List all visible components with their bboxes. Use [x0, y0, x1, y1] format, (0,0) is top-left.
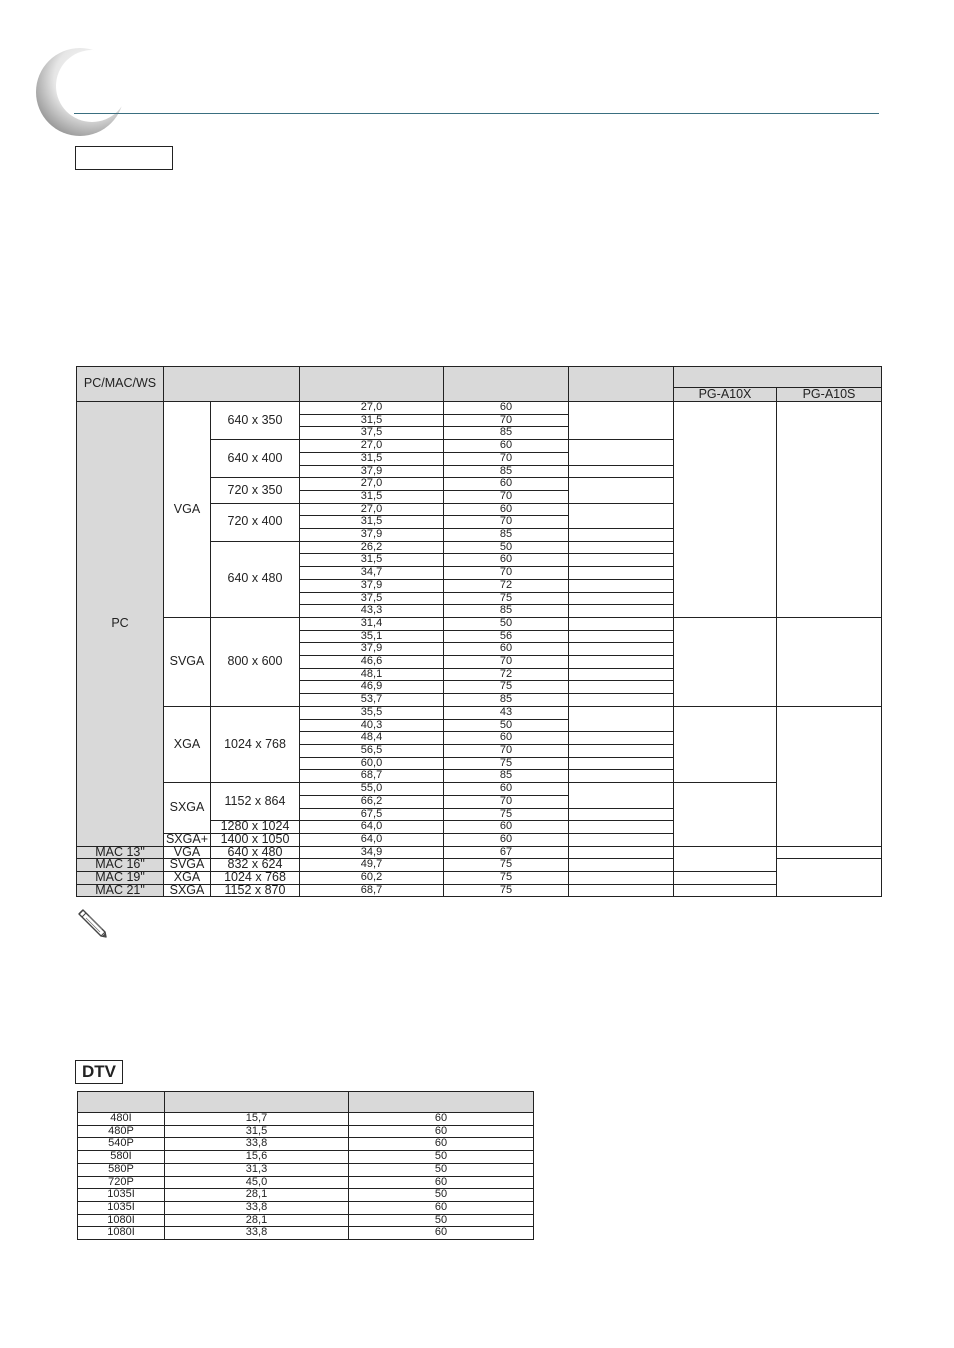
vfreq-cell: 85 — [444, 694, 569, 707]
category-cell: MAC 13" — [77, 846, 164, 859]
vfreq-cell: 72 — [444, 579, 569, 592]
vfreq-cell: 75 — [444, 872, 569, 885]
table-row — [78, 1201, 534, 1214]
resolution-cell: 640 x 350 — [211, 402, 300, 440]
vfreq-cell: 70 — [444, 452, 569, 465]
dtv-hfreq-cell: 15,6 — [165, 1151, 349, 1164]
vfreq-cell: 50 — [444, 541, 569, 554]
vfreq-cell: 70 — [444, 490, 569, 503]
hfreq-cell: 27,0 — [300, 503, 444, 516]
dtv-vfreq-cell: 60 — [349, 1176, 534, 1189]
vesa-cell — [569, 706, 674, 731]
vfreq-cell: 50 — [444, 617, 569, 630]
hfreq-cell: 60,2 — [300, 872, 444, 885]
table-row — [77, 402, 882, 415]
vfreq-cell: 60 — [444, 732, 569, 745]
table-row — [78, 1113, 534, 1126]
table-row — [77, 617, 882, 630]
dtv-format-cell: 480P — [78, 1125, 165, 1138]
dtv-label: DTV — [75, 1060, 123, 1084]
model-1-cell — [674, 872, 777, 885]
vfreq-cell: 70 — [444, 414, 569, 427]
dtv-format-cell: 1035I — [78, 1201, 165, 1214]
category-cell: MAC 16" — [77, 859, 164, 872]
vfreq-cell: 56 — [444, 630, 569, 643]
hfreq-cell: 31,5 — [300, 490, 444, 503]
vfreq-cell: 60 — [444, 478, 569, 491]
hfreq-cell: 67,5 — [300, 808, 444, 821]
table-row — [78, 1163, 534, 1176]
vfreq-cell: 60 — [444, 833, 569, 846]
vesa-cell — [569, 833, 674, 846]
dtv-vfreq-cell: 60 — [349, 1201, 534, 1214]
vfreq-cell: 60 — [444, 503, 569, 516]
hfreq-cell: 55,0 — [300, 783, 444, 796]
dtv-hfreq-cell: 33,8 — [165, 1138, 349, 1151]
vesa-cell — [569, 656, 674, 669]
table-row — [78, 1189, 534, 1202]
model-2-cell — [777, 402, 882, 618]
model-2-cell — [777, 846, 882, 859]
vesa-cell — [569, 478, 674, 503]
vesa-cell — [569, 605, 674, 618]
hfreq-cell: 60,0 — [300, 757, 444, 770]
vesa-cell — [569, 643, 674, 656]
hfreq-cell: 48,4 — [300, 732, 444, 745]
table-row — [78, 1176, 534, 1189]
model-2-cell — [777, 617, 882, 706]
mode-cell: SVGA — [164, 617, 211, 706]
vfreq-cell: 72 — [444, 668, 569, 681]
vesa-cell — [569, 821, 674, 834]
vesa-cell — [569, 770, 674, 783]
header-rule — [74, 113, 879, 114]
category-cell: MAC 21" — [77, 884, 164, 897]
hfreq-cell: 68,7 — [300, 770, 444, 783]
dtv-format-cell: 480I — [78, 1113, 165, 1126]
resolution-cell: 720 x 350 — [211, 478, 300, 503]
hfreq-cell: 37,9 — [300, 465, 444, 478]
dtv-hfreq-cell: 33,8 — [165, 1201, 349, 1214]
vfreq-cell: 70 — [444, 516, 569, 529]
hfreq-cell: 43,3 — [300, 605, 444, 618]
dtv-header-hfreq — [165, 1092, 349, 1113]
vesa-cell — [569, 846, 674, 859]
vesa-cell — [569, 884, 674, 897]
header-vertical-frequency — [444, 367, 569, 402]
dtv-format-cell: 1035I — [78, 1189, 165, 1202]
header-horizontal-frequency — [300, 367, 444, 402]
dtv-header-format — [78, 1092, 165, 1113]
dtv-hfreq-cell: 31,3 — [165, 1163, 349, 1176]
hfreq-cell: 34,9 — [300, 846, 444, 859]
vesa-cell — [569, 732, 674, 745]
dtv-format-cell: 720P — [78, 1176, 165, 1189]
hfreq-cell: 31,4 — [300, 617, 444, 630]
model-1-cell — [674, 884, 777, 897]
resolution-cell: 1152 x 864 — [211, 783, 300, 821]
hfreq-cell: 31,5 — [300, 554, 444, 567]
hfreq-cell: 31,5 — [300, 452, 444, 465]
hfreq-cell: 35,1 — [300, 630, 444, 643]
mode-cell: SXGA — [164, 884, 211, 897]
dtv-vfreq-cell: 50 — [349, 1151, 534, 1164]
dtv-hfreq-cell: 31,5 — [165, 1125, 349, 1138]
model-1-cell — [674, 617, 777, 706]
dtv-format-cell: 580P — [78, 1163, 165, 1176]
vfreq-cell: 75 — [444, 592, 569, 605]
hfreq-cell: 66,2 — [300, 795, 444, 808]
mode-cell: VGA — [164, 846, 211, 859]
dtv-hfreq-cell: 28,1 — [165, 1214, 349, 1227]
vfreq-cell: 60 — [444, 402, 569, 415]
vfreq-cell: 50 — [444, 719, 569, 732]
hfreq-cell: 68,7 — [300, 884, 444, 897]
vfreq-cell: 85 — [444, 465, 569, 478]
pc-mac-signal-table — [76, 366, 882, 897]
dtv-vfreq-cell: 60 — [349, 1125, 534, 1138]
resolution-cell: 832 x 624 — [211, 859, 300, 872]
mode-cell: XGA — [164, 872, 211, 885]
vesa-cell — [569, 617, 674, 630]
hfreq-cell: 46,6 — [300, 656, 444, 669]
dtv-format-cell: 580I — [78, 1151, 165, 1164]
vfreq-cell: 75 — [444, 808, 569, 821]
header-display — [674, 367, 882, 388]
hfreq-cell: 56,5 — [300, 744, 444, 757]
mode-cell: SVGA — [164, 859, 211, 872]
hfreq-cell: 49,7 — [300, 859, 444, 872]
category-cell: PC — [77, 402, 164, 847]
vesa-cell — [569, 630, 674, 643]
header-model-1: PG-A10X — [674, 388, 777, 402]
table-row — [77, 884, 882, 897]
hfreq-cell: 37,5 — [300, 427, 444, 440]
vfreq-cell: 43 — [444, 706, 569, 719]
vfreq-cell: 70 — [444, 656, 569, 669]
dtv-header-vfreq — [349, 1092, 534, 1113]
dtv-vfreq-cell: 60 — [349, 1227, 534, 1240]
mode-cell: XGA — [164, 706, 211, 782]
vesa-cell — [569, 592, 674, 605]
hfreq-cell: 48,1 — [300, 668, 444, 681]
vesa-cell — [569, 744, 674, 757]
vesa-cell — [569, 681, 674, 694]
hfreq-cell: 31,5 — [300, 414, 444, 427]
vesa-cell — [569, 783, 674, 808]
vesa-cell — [569, 541, 674, 554]
vesa-cell — [569, 694, 674, 707]
vfreq-cell: 75 — [444, 884, 569, 897]
header-model-2: PG-A10S — [777, 388, 882, 402]
hfreq-cell: 37,9 — [300, 529, 444, 542]
model-1-cell — [674, 706, 777, 782]
resolution-cell: 1024 x 768 — [211, 706, 300, 782]
vfreq-cell: 60 — [444, 783, 569, 796]
vfreq-cell: 60 — [444, 643, 569, 656]
vesa-cell — [569, 872, 674, 885]
vesa-cell — [569, 859, 674, 872]
header-vesa — [569, 367, 674, 402]
resolution-cell: 1152 x 870 — [211, 884, 300, 897]
vesa-cell — [569, 757, 674, 770]
table-row — [77, 706, 882, 719]
model-1-cell — [674, 783, 777, 847]
vesa-cell — [569, 465, 674, 478]
vesa-cell — [569, 554, 674, 567]
vfreq-cell: 85 — [444, 605, 569, 618]
dtv-vfreq-cell: 50 — [349, 1189, 534, 1202]
table-row — [77, 783, 882, 796]
dtv-signal-table — [77, 1091, 534, 1240]
hfreq-cell: 53,7 — [300, 694, 444, 707]
hfreq-cell: 27,0 — [300, 478, 444, 491]
section-label-box — [75, 146, 173, 170]
hfreq-cell: 64,0 — [300, 833, 444, 846]
hfreq-cell: 37,9 — [300, 579, 444, 592]
table-row — [78, 1138, 534, 1151]
vesa-cell — [569, 529, 674, 542]
dtv-vfreq-cell: 60 — [349, 1113, 534, 1126]
hfreq-cell: 35,5 — [300, 706, 444, 719]
header-category: PC/MAC/WS — [77, 367, 164, 402]
vfreq-cell: 60 — [444, 440, 569, 453]
vfreq-cell: 70 — [444, 567, 569, 580]
model-2-cell — [777, 706, 882, 846]
vfreq-cell: 75 — [444, 859, 569, 872]
resolution-cell: 800 x 600 — [211, 617, 300, 706]
vesa-cell — [569, 567, 674, 580]
vfreq-cell: 85 — [444, 529, 569, 542]
mode-cell: VGA — [164, 402, 211, 618]
hfreq-cell: 27,0 — [300, 440, 444, 453]
dtv-vfreq-cell: 50 — [349, 1163, 534, 1176]
vfreq-cell: 85 — [444, 770, 569, 783]
model-2-cell — [777, 859, 882, 897]
hfreq-cell: 37,9 — [300, 643, 444, 656]
hfreq-cell: 26,2 — [300, 541, 444, 554]
resolution-cell: 1280 x 1024 — [211, 821, 300, 834]
model-1-cell — [674, 846, 777, 871]
mode-cell: SXGA — [164, 783, 211, 834]
resolution-cell: 640 x 480 — [211, 541, 300, 617]
hfreq-cell: 46,9 — [300, 681, 444, 694]
vesa-cell — [569, 440, 674, 465]
hfreq-cell: 37,5 — [300, 592, 444, 605]
resolution-cell: 640 x 400 — [211, 440, 300, 478]
vfreq-cell: 60 — [444, 821, 569, 834]
vesa-cell — [569, 402, 674, 440]
hfreq-cell: 34,7 — [300, 567, 444, 580]
category-cell: MAC 19" — [77, 872, 164, 885]
table-row — [77, 872, 882, 885]
header-resolution — [164, 367, 300, 402]
dtv-vfreq-cell: 60 — [349, 1138, 534, 1151]
hfreq-cell: 27,0 — [300, 402, 444, 415]
vfreq-cell: 75 — [444, 681, 569, 694]
dtv-format-cell: 1080I — [78, 1227, 165, 1240]
dtv-hfreq-cell: 45,0 — [165, 1176, 349, 1189]
dtv-hfreq-cell: 15,7 — [165, 1113, 349, 1126]
vesa-cell — [569, 668, 674, 681]
note-pencil-icon — [76, 908, 114, 938]
table-row — [78, 1125, 534, 1138]
table-row — [78, 1214, 534, 1227]
chapter-circle-graphic — [34, 46, 126, 138]
dtv-hfreq-cell: 28,1 — [165, 1189, 349, 1202]
vfreq-cell: 75 — [444, 757, 569, 770]
vesa-cell — [569, 808, 674, 821]
dtv-vfreq-cell: 50 — [349, 1214, 534, 1227]
hfreq-cell: 40,3 — [300, 719, 444, 732]
resolution-cell: 1024 x 768 — [211, 872, 300, 885]
table-row — [78, 1227, 534, 1240]
vfreq-cell: 70 — [444, 795, 569, 808]
vfreq-cell: 85 — [444, 427, 569, 440]
dtv-format-cell: 1080I — [78, 1214, 165, 1227]
resolution-cell: 640 x 480 — [211, 846, 300, 859]
hfreq-cell: 31,5 — [300, 516, 444, 529]
resolution-cell: 1400 x 1050 — [211, 833, 300, 846]
hfreq-cell: 64,0 — [300, 821, 444, 834]
vfreq-cell: 70 — [444, 744, 569, 757]
vesa-cell — [569, 503, 674, 528]
vfreq-cell: 67 — [444, 846, 569, 859]
model-1-cell — [674, 402, 777, 618]
dtv-hfreq-cell: 33,8 — [165, 1227, 349, 1240]
table-row — [77, 846, 882, 859]
table-row — [78, 1151, 534, 1164]
vfreq-cell: 60 — [444, 554, 569, 567]
vesa-cell — [569, 579, 674, 592]
dtv-format-cell: 540P — [78, 1138, 165, 1151]
mode-cell: SXGA+ — [164, 833, 211, 846]
resolution-cell: 720 x 400 — [211, 503, 300, 541]
